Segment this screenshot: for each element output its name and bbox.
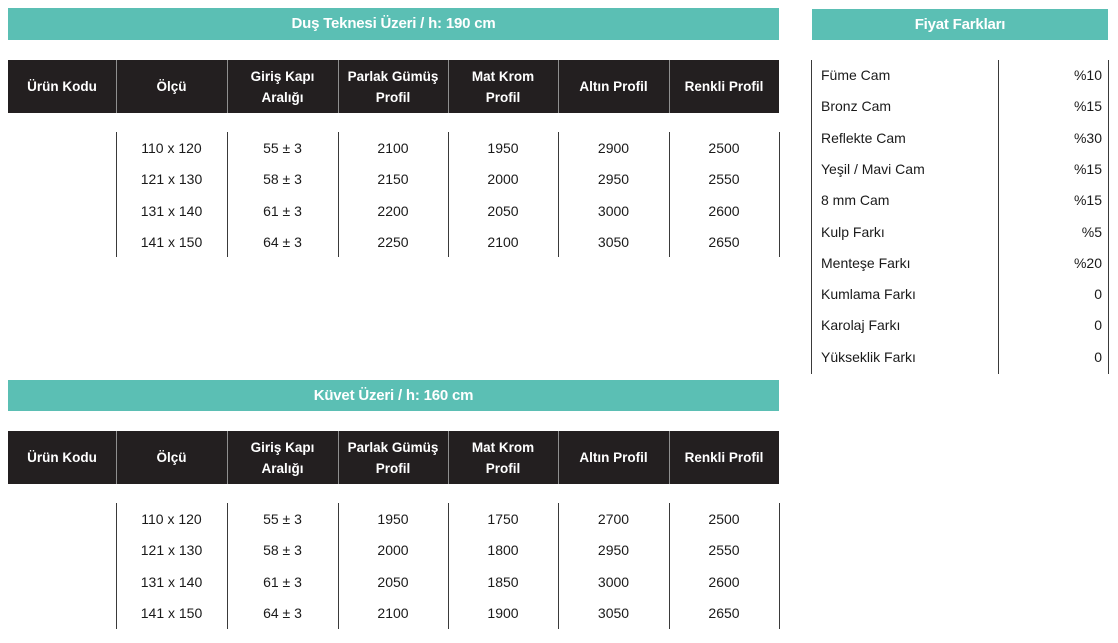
- cell-product-code: [8, 133, 116, 163]
- table-title-shower-tray: Duş Teknesi Üzeri / h: 190 cm: [8, 8, 779, 40]
- header-separator: [669, 60, 670, 113]
- price-difference-label: Kulp Farkı: [821, 224, 885, 240]
- cell-colored: 2650: [708, 605, 740, 621]
- header-separator: [669, 431, 670, 484]
- header-separator: [338, 431, 339, 484]
- price-difference-value: 0: [1094, 317, 1102, 333]
- cell-entry-gap: 58 ± 3: [263, 171, 302, 187]
- cell-gloss-silver: 2000: [377, 542, 409, 558]
- cell-colored: 2500: [708, 511, 740, 527]
- cell-size: 131 x 140: [140, 574, 203, 590]
- cell-entry-gap: 64 ± 3: [263, 234, 302, 250]
- price-difference-label: Reflekte Cam: [821, 130, 906, 146]
- table-header: [8, 60, 779, 113]
- price-difference-value: 0: [1094, 349, 1102, 365]
- cell-matte-chrome: 2100: [487, 234, 519, 250]
- header-separator: [227, 431, 228, 484]
- cell-matte-chrome: 2050: [487, 203, 519, 219]
- price-difference-label: Yükseklik Farkı: [821, 349, 916, 365]
- cell-matte-chrome: 1950: [487, 140, 519, 156]
- header-separator: [116, 431, 117, 484]
- column-header-product-code: Ürün Kodu: [27, 79, 97, 94]
- column-header-size: Ölçü: [156, 450, 187, 465]
- column-divider: [779, 503, 780, 629]
- cell-entry-gap: 58 ± 3: [263, 542, 302, 558]
- column-header-size: Ölçü: [156, 79, 187, 94]
- price-differences-divider-right: [1108, 60, 1109, 374]
- column-divider: [779, 132, 780, 257]
- cell-gloss-silver: 2100: [377, 605, 409, 621]
- cell-size: 110 x 120: [141, 511, 202, 527]
- cell-gloss-silver: 2250: [377, 234, 409, 250]
- cell-product-code: [8, 227, 116, 257]
- price-difference-value: %15: [1073, 192, 1102, 208]
- cell-gold: 3000: [597, 203, 630, 219]
- cell-colored: 2600: [708, 203, 740, 219]
- cell-gold: 2950: [597, 171, 630, 187]
- cell-colored: 2550: [708, 542, 740, 558]
- cell-colored: 2550: [708, 171, 740, 187]
- price-difference-value: %10: [1073, 67, 1102, 83]
- price-differences-divider-mid: [998, 60, 999, 374]
- cell-matte-chrome: 1900: [487, 605, 519, 621]
- price-difference-label: Menteşe Farkı: [821, 255, 911, 271]
- cell-matte-chrome: 2000: [487, 171, 519, 187]
- column-header-colored: Renkli Profil: [684, 450, 764, 465]
- price-difference-value: %15: [1073, 161, 1102, 177]
- header-separator: [227, 60, 228, 113]
- cell-size: 141 x 150: [140, 605, 203, 621]
- cell-size: 141 x 150: [140, 234, 203, 250]
- price-difference-label: Bronz Cam: [821, 98, 892, 114]
- cell-entry-gap: 61 ± 3: [263, 203, 302, 219]
- header-separator: [558, 431, 559, 484]
- column-header-product-code: Ürün Kodu: [27, 450, 97, 465]
- cell-matte-chrome: 1750: [487, 511, 519, 527]
- cell-gloss-silver: 2100: [377, 140, 409, 156]
- price-difference-value: %5: [1081, 224, 1102, 240]
- column-header-gloss-silver: Parlak Gümüş Profil: [347, 68, 439, 105]
- column-header-entry-gap: Giriş Kapı Aralığı: [250, 68, 315, 105]
- cell-gloss-silver: 2150: [377, 171, 409, 187]
- header-separator: [448, 431, 449, 484]
- cell-entry-gap: 55 ± 3: [263, 511, 302, 527]
- table-header: [8, 431, 779, 484]
- cell-gloss-silver: 2050: [377, 574, 409, 590]
- price-difference-value: 0: [1094, 286, 1102, 302]
- price-difference-label: Kumlama Farkı: [821, 286, 916, 302]
- cell-matte-chrome: 1800: [487, 542, 519, 558]
- cell-size: 110 x 120: [141, 140, 202, 156]
- cell-product-code: [8, 598, 116, 628]
- column-header-matte-chrome: Mat Krom Profil: [471, 439, 535, 476]
- cell-colored: 2650: [708, 234, 740, 250]
- cell-gloss-silver: 2200: [377, 203, 409, 219]
- column-header-gold: Altın Profil: [579, 79, 648, 94]
- table-title-bathtub: Küvet Üzeri / h: 160 cm: [8, 380, 779, 411]
- column-header-gold: Altın Profil: [579, 450, 648, 465]
- header-separator: [116, 60, 117, 113]
- cell-product-code: [8, 567, 116, 597]
- column-header-gloss-silver: Parlak Gümüş Profil: [347, 439, 439, 476]
- cell-product-code: [8, 504, 116, 534]
- cell-matte-chrome: 1850: [487, 574, 519, 590]
- cell-size: 121 x 130: [140, 171, 203, 187]
- price-difference-label: 8 mm Cam: [821, 192, 890, 208]
- cell-entry-gap: 61 ± 3: [263, 574, 302, 590]
- header-separator: [558, 60, 559, 113]
- price-differences-divider-left: [811, 60, 812, 374]
- price-differences-title: Fiyat Farkları: [812, 9, 1108, 40]
- cell-product-code: [8, 164, 116, 194]
- price-difference-label: Füme Cam: [821, 67, 891, 83]
- cell-gold: 3000: [597, 574, 630, 590]
- cell-gold: 3050: [597, 234, 630, 250]
- cell-colored: 2600: [708, 574, 740, 590]
- cell-gloss-silver: 1950: [377, 511, 409, 527]
- price-difference-value: %30: [1073, 130, 1102, 146]
- cell-gold: 2900: [597, 140, 630, 156]
- column-header-entry-gap: Giriş Kapı Aralığı: [250, 439, 315, 476]
- cell-entry-gap: 55 ± 3: [263, 140, 302, 156]
- price-difference-value: %15: [1073, 98, 1102, 114]
- cell-entry-gap: 64 ± 3: [263, 605, 302, 621]
- cell-size: 121 x 130: [140, 542, 203, 558]
- column-header-matte-chrome: Mat Krom Profil: [471, 68, 535, 105]
- cell-gold: 3050: [597, 605, 630, 621]
- cell-product-code: [8, 535, 116, 565]
- cell-gold: 2950: [597, 542, 630, 558]
- price-difference-value: %20: [1073, 255, 1102, 271]
- cell-gold: 2700: [597, 511, 630, 527]
- column-header-colored: Renkli Profil: [684, 79, 764, 94]
- header-separator: [448, 60, 449, 113]
- cell-colored: 2500: [708, 140, 740, 156]
- cell-size: 131 x 140: [140, 203, 203, 219]
- header-separator: [338, 60, 339, 113]
- price-difference-label: Karolaj Farkı: [821, 317, 901, 333]
- cell-product-code: [8, 196, 116, 226]
- price-difference-label: Yeşil / Mavi Cam: [821, 161, 925, 177]
